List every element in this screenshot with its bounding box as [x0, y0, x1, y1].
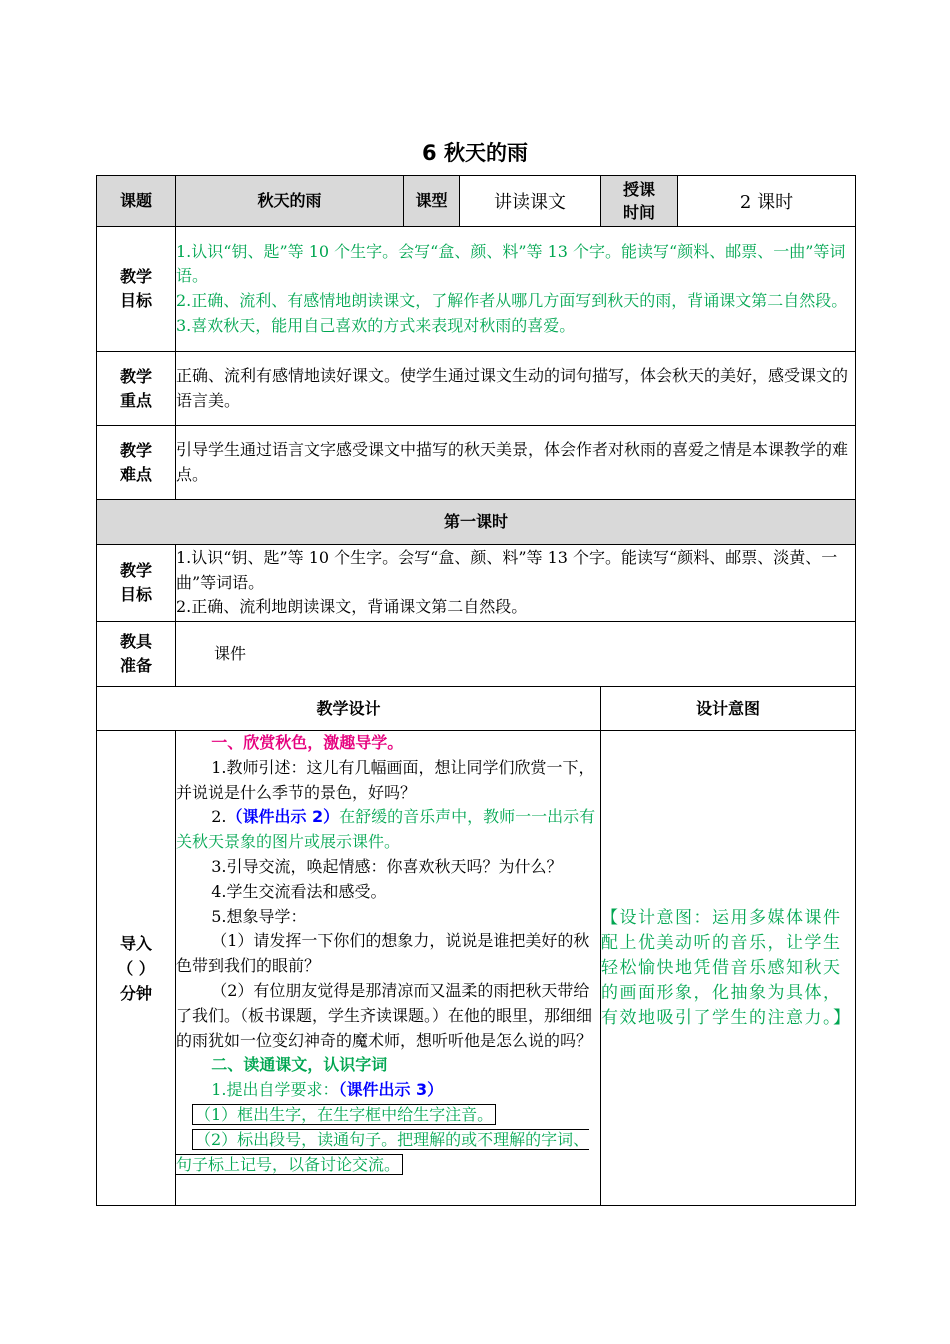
tools-content — [176, 622, 856, 687]
goals-content — [176, 227, 856, 352]
type-label: 课型 — [404, 176, 460, 227]
stage-label-top: 导入 — [119, 933, 152, 953]
focus-row — [97, 352, 856, 426]
goal-item-3: 3.喜欢秋天，能用自己喜欢的方式来表现对秋雨的喜爱。 — [176, 315, 576, 335]
header-row — [97, 176, 856, 227]
s1-sub-2: （2）有位朋友觉得是那清凉而又温柔的雨把秋天带给了我们。（板书课题，学生齐读课题。）在他的眼里，那细细的雨犹如一位变幻神奇的魔术师，想听听他是怎么说的吗？ — [176, 980, 593, 1050]
page-title: 6 秋天的雨 — [422, 141, 528, 165]
stage-label — [97, 731, 176, 1206]
section2-title: 二、读通课文，认识字词 — [211, 1055, 388, 1075]
difficulty-label: 教学难点 — [97, 426, 176, 500]
intent-content: 【设计意图：运用多媒体课件配上优美动听的音乐，让学生轻松愉快地凭借音乐感知秋天的画面形象，化抽象为具体，有效地吸引了学生的注意力。】 — [601, 731, 856, 1206]
goals-label: 教学目标 — [97, 227, 176, 352]
difficulty-row — [97, 426, 856, 500]
topic-value: 秋天的雨 — [176, 176, 404, 227]
lesson1-heading: 第一课时 — [97, 500, 856, 545]
lesson1-goals-row — [97, 545, 856, 622]
type-value: 讲读课文 — [460, 176, 601, 227]
s1-item-2: 2.（课件出示 2）在舒缓的音乐声中，教师一一出示有关秋天景象的图片或展示课件。 — [176, 807, 596, 852]
time-value: 2 课时 — [678, 176, 856, 227]
focus-content: 正确、流利有感情地读好课文。使学生通过课文生动的词句描写，体会秋天的美好，感受课文的语言美。 — [176, 352, 856, 426]
difficulty-content: 引导学生通过语言文字感受课文中描写的秋天美景，体会作者对秋雨的喜爱之情是本课教学的难点。 — [176, 426, 856, 500]
design-col-header: 教学设计 — [97, 687, 601, 731]
s2-req-2: （2）标出段号，读通句子。把理解的或不理解的字词、句子标上记号，以备讨论交流。 — [176, 1129, 590, 1174]
lesson1-goal-2: 2.正确、流利地朗读课文，背诵课文第二自然段。 — [176, 597, 528, 617]
s1-item-5: 5.想象导学： — [211, 906, 307, 926]
design-header-row — [97, 687, 856, 731]
time-label: 授课时间 — [601, 176, 678, 227]
goals-row — [97, 227, 856, 352]
design-body-row — [97, 731, 856, 1206]
tools-value: 课件 — [214, 643, 247, 663]
tools-row — [97, 622, 856, 687]
lesson1-goal-1: 1.认识“钥、匙”等 10 个生字。会写“盒、颜、料”等 13 个字。能读写“颜料、邮票、淡黄、一曲”等词语。 — [176, 547, 838, 592]
s2-item-1: 1.提出自学要求：（课件出示 3） — [211, 1080, 444, 1100]
focus-label: 教学重点 — [97, 352, 176, 426]
goal-item-1: 1.认识“钥、匙”等 10 个生字。会写“盒、颜、料”等 13 个字。能读写“颜料、邮票、一曲”等词语。 — [176, 241, 846, 286]
topic-label: 课题 — [97, 176, 176, 227]
design-content — [176, 731, 601, 1206]
s1-item-3: 3.引导交流，唤起情感：你喜欢秋天吗？为什么？ — [211, 856, 563, 876]
lesson1-goals-content — [176, 545, 856, 622]
s1-item-1: 1.教师引述：这儿有几幅画面，想让同学们欣赏一下，并说说是什么季节的景色，好吗？ — [176, 757, 595, 802]
lesson1-heading-row — [97, 500, 856, 545]
s1-sub-1: （1）请发挥一下你们的想象力，说说是谁把美好的秋色带到我们的眼前？ — [176, 931, 590, 976]
section1-title: 一、欣赏秋色，激趣导学。 — [211, 733, 404, 752]
goal-item-2: 2.正确、流利、有感情地朗读课文，了解作者从哪几方面写到秋天的雨，背诵课文第二自然段。 — [176, 291, 848, 310]
s1-item-4: 4.学生交流看法和感受。 — [211, 881, 387, 901]
tools-label: 教具准备 — [97, 622, 176, 687]
stage-label-mid: （ ） — [117, 958, 155, 978]
lesson-plan-table — [96, 175, 856, 1206]
lesson1-goals-label: 教学目标 — [97, 545, 176, 622]
s2-req-1: （1）框出生字，在生字框中给生字注音。 — [176, 1103, 600, 1128]
stage-label-bot: 分钟 — [119, 983, 152, 1003]
intent-col-header: 设计意图 — [601, 687, 856, 731]
